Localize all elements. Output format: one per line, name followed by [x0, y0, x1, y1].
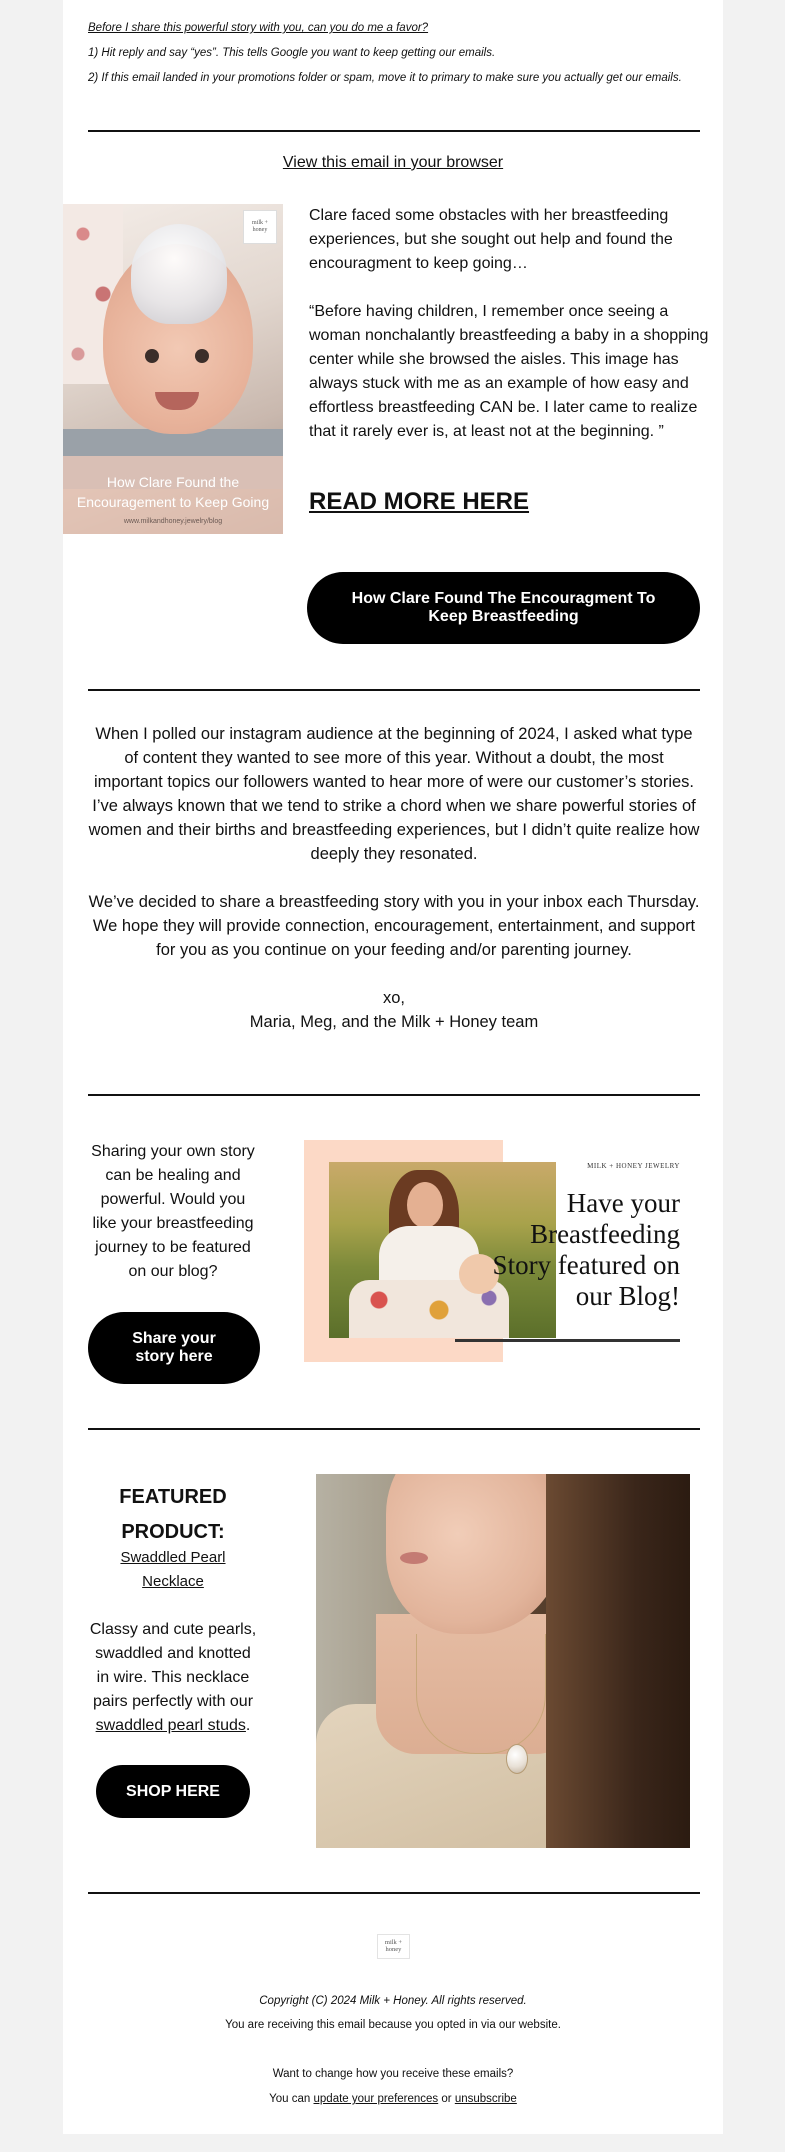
share-story-button-label: Share your story here — [132, 1330, 216, 1365]
share-story-button[interactable] — [88, 1312, 260, 1384]
logo-text: milk + — [384, 1939, 403, 1946]
model-hair — [546, 1474, 690, 1848]
message-signoff — [88, 986, 700, 1034]
divider — [88, 1094, 700, 1096]
email-body — [63, 0, 723, 2134]
shop-here-button[interactable] — [96, 1765, 250, 1818]
image-caption-url: www.milkandhoney.jewelry/blog — [123, 518, 223, 525]
description-text: . — [245, 1717, 251, 1734]
preferences-text: You can — [269, 2093, 314, 2105]
preferences-text: or — [438, 2093, 455, 2105]
divider — [88, 1892, 700, 1894]
promotions-instruction: 2) If this email landed in your promotions folder or spam, move it to primary to make sure you actually get our emails. — [88, 72, 682, 84]
story-hero-image[interactable] — [63, 204, 283, 534]
receiving-reason: You are receiving this email because you opted in via our website. — [225, 2019, 561, 2031]
featured-product-heading: FEATURED PRODUCT: — [119, 1486, 227, 1543]
update-preferences-link[interactable]: update your preferences — [313, 2093, 439, 2105]
model-lips — [400, 1552, 428, 1564]
brand-logo-badge — [243, 210, 277, 244]
signoff: xo, — [382, 989, 405, 1007]
baby-eye — [145, 349, 159, 363]
image-caption-title: How Clare Found the Encouragement to Keep Going — [76, 474, 270, 510]
preheader-note — [88, 16, 698, 91]
mother-face — [407, 1182, 443, 1228]
shop-here-button-label: SHOP HERE — [126, 1782, 220, 1800]
read-story-button[interactable] — [307, 572, 700, 644]
story-summary — [309, 204, 709, 444]
image-brand-text: MILK + HONEY JEWELRY — [587, 1162, 680, 1170]
copyright-text: Copyright (C) 2024 Milk + Honey. All rights reserved. — [259, 1995, 527, 2007]
read-story-button-label: How Clare Found The Encouragment To Keep Breastfeeding — [351, 590, 656, 625]
share-story-image[interactable] — [304, 1140, 700, 1362]
featured-product-link[interactable]: Swaddled Pearl Necklace — [120, 1549, 226, 1590]
breast-pump-flange — [131, 224, 227, 324]
reply-instruction: 1) Hit reply and say “yes”. This tells Google you want to keep getting our emails. — [88, 47, 496, 59]
baby-eye — [195, 349, 209, 363]
footer-logo[interactable] — [377, 1934, 410, 1959]
divider — [88, 1428, 700, 1430]
pearl-pendant — [506, 1744, 528, 1774]
featured-product-description — [88, 1618, 258, 1738]
favor-request: Before I share this powerful story with you, can you do me a favor? — [88, 22, 429, 34]
preferences-line — [63, 2091, 723, 2107]
unsubscribe-link[interactable]: unsubscribe — [454, 2093, 517, 2105]
signature: Maria, Meg, and the Milk + Honey team — [249, 1013, 539, 1031]
headline-underline — [455, 1339, 680, 1342]
change-preferences-prompt: Want to change how you receive these emails? — [272, 2068, 514, 2080]
view-in-browser-link[interactable]: View this email in your browser — [282, 154, 504, 171]
newsletter-message — [88, 722, 700, 1034]
necklace-chain — [416, 1634, 546, 1754]
logo-text: honey — [385, 1946, 402, 1953]
share-story-text: Sharing your own story can be healing and powerful. Would you like your breastfeeding journey to be featured on our blog? — [91, 1143, 255, 1280]
divider — [88, 130, 700, 132]
description-text: Classy and cute pearls, swaddled and knotted in wire. This necklace pairs perfectly with our — [89, 1621, 257, 1710]
message-paragraph: We’ve decided to share a breastfeeding story with you in your inbox each Thursday. We hope they will provide connection, encouragement, entertainment, and support for you as you continue on your feeding and/or parenting journey. — [88, 893, 700, 959]
story-quote: “Before having children, I remember once seeing a woman nonchalantly breastfeeding a baby in a shopping center while she browsed the aisles. This image has always stuck with me as an example of how easy and effortless breastfeeding CAN be. I later came to realize that it rarely ever is, at least not at the beginning. ” — [309, 303, 709, 440]
divider — [88, 689, 700, 691]
story-intro: Clare faced some obstacles with her breastfeeding experiences, but she sought out help and found the encouragment to keep going… — [309, 207, 673, 272]
message-paragraph: When I polled our instagram audience at the beginning of 2024, I asked what type of content they wanted to see more of this year. Without a doubt, the most important topics our followers wanted to hear more of were our customer’s stories. I’ve always known that we tend to strike a chord when we share powerful stories of women and their births and breastfeeding experiences, but I didn’t quite realize how deeply they resonated. — [88, 725, 700, 863]
featured-product-image[interactable] — [316, 1474, 690, 1848]
image-headline: Have your Breastfeeding Story featured on our Blog! — [492, 1188, 680, 1311]
logo-text: honey — [252, 227, 268, 233]
pearl-studs-link[interactable]: swaddled pearl studs — [95, 1717, 246, 1734]
read-more-link[interactable]: READ MORE HERE — [309, 488, 530, 515]
logo-text: milk + — [252, 220, 268, 226]
